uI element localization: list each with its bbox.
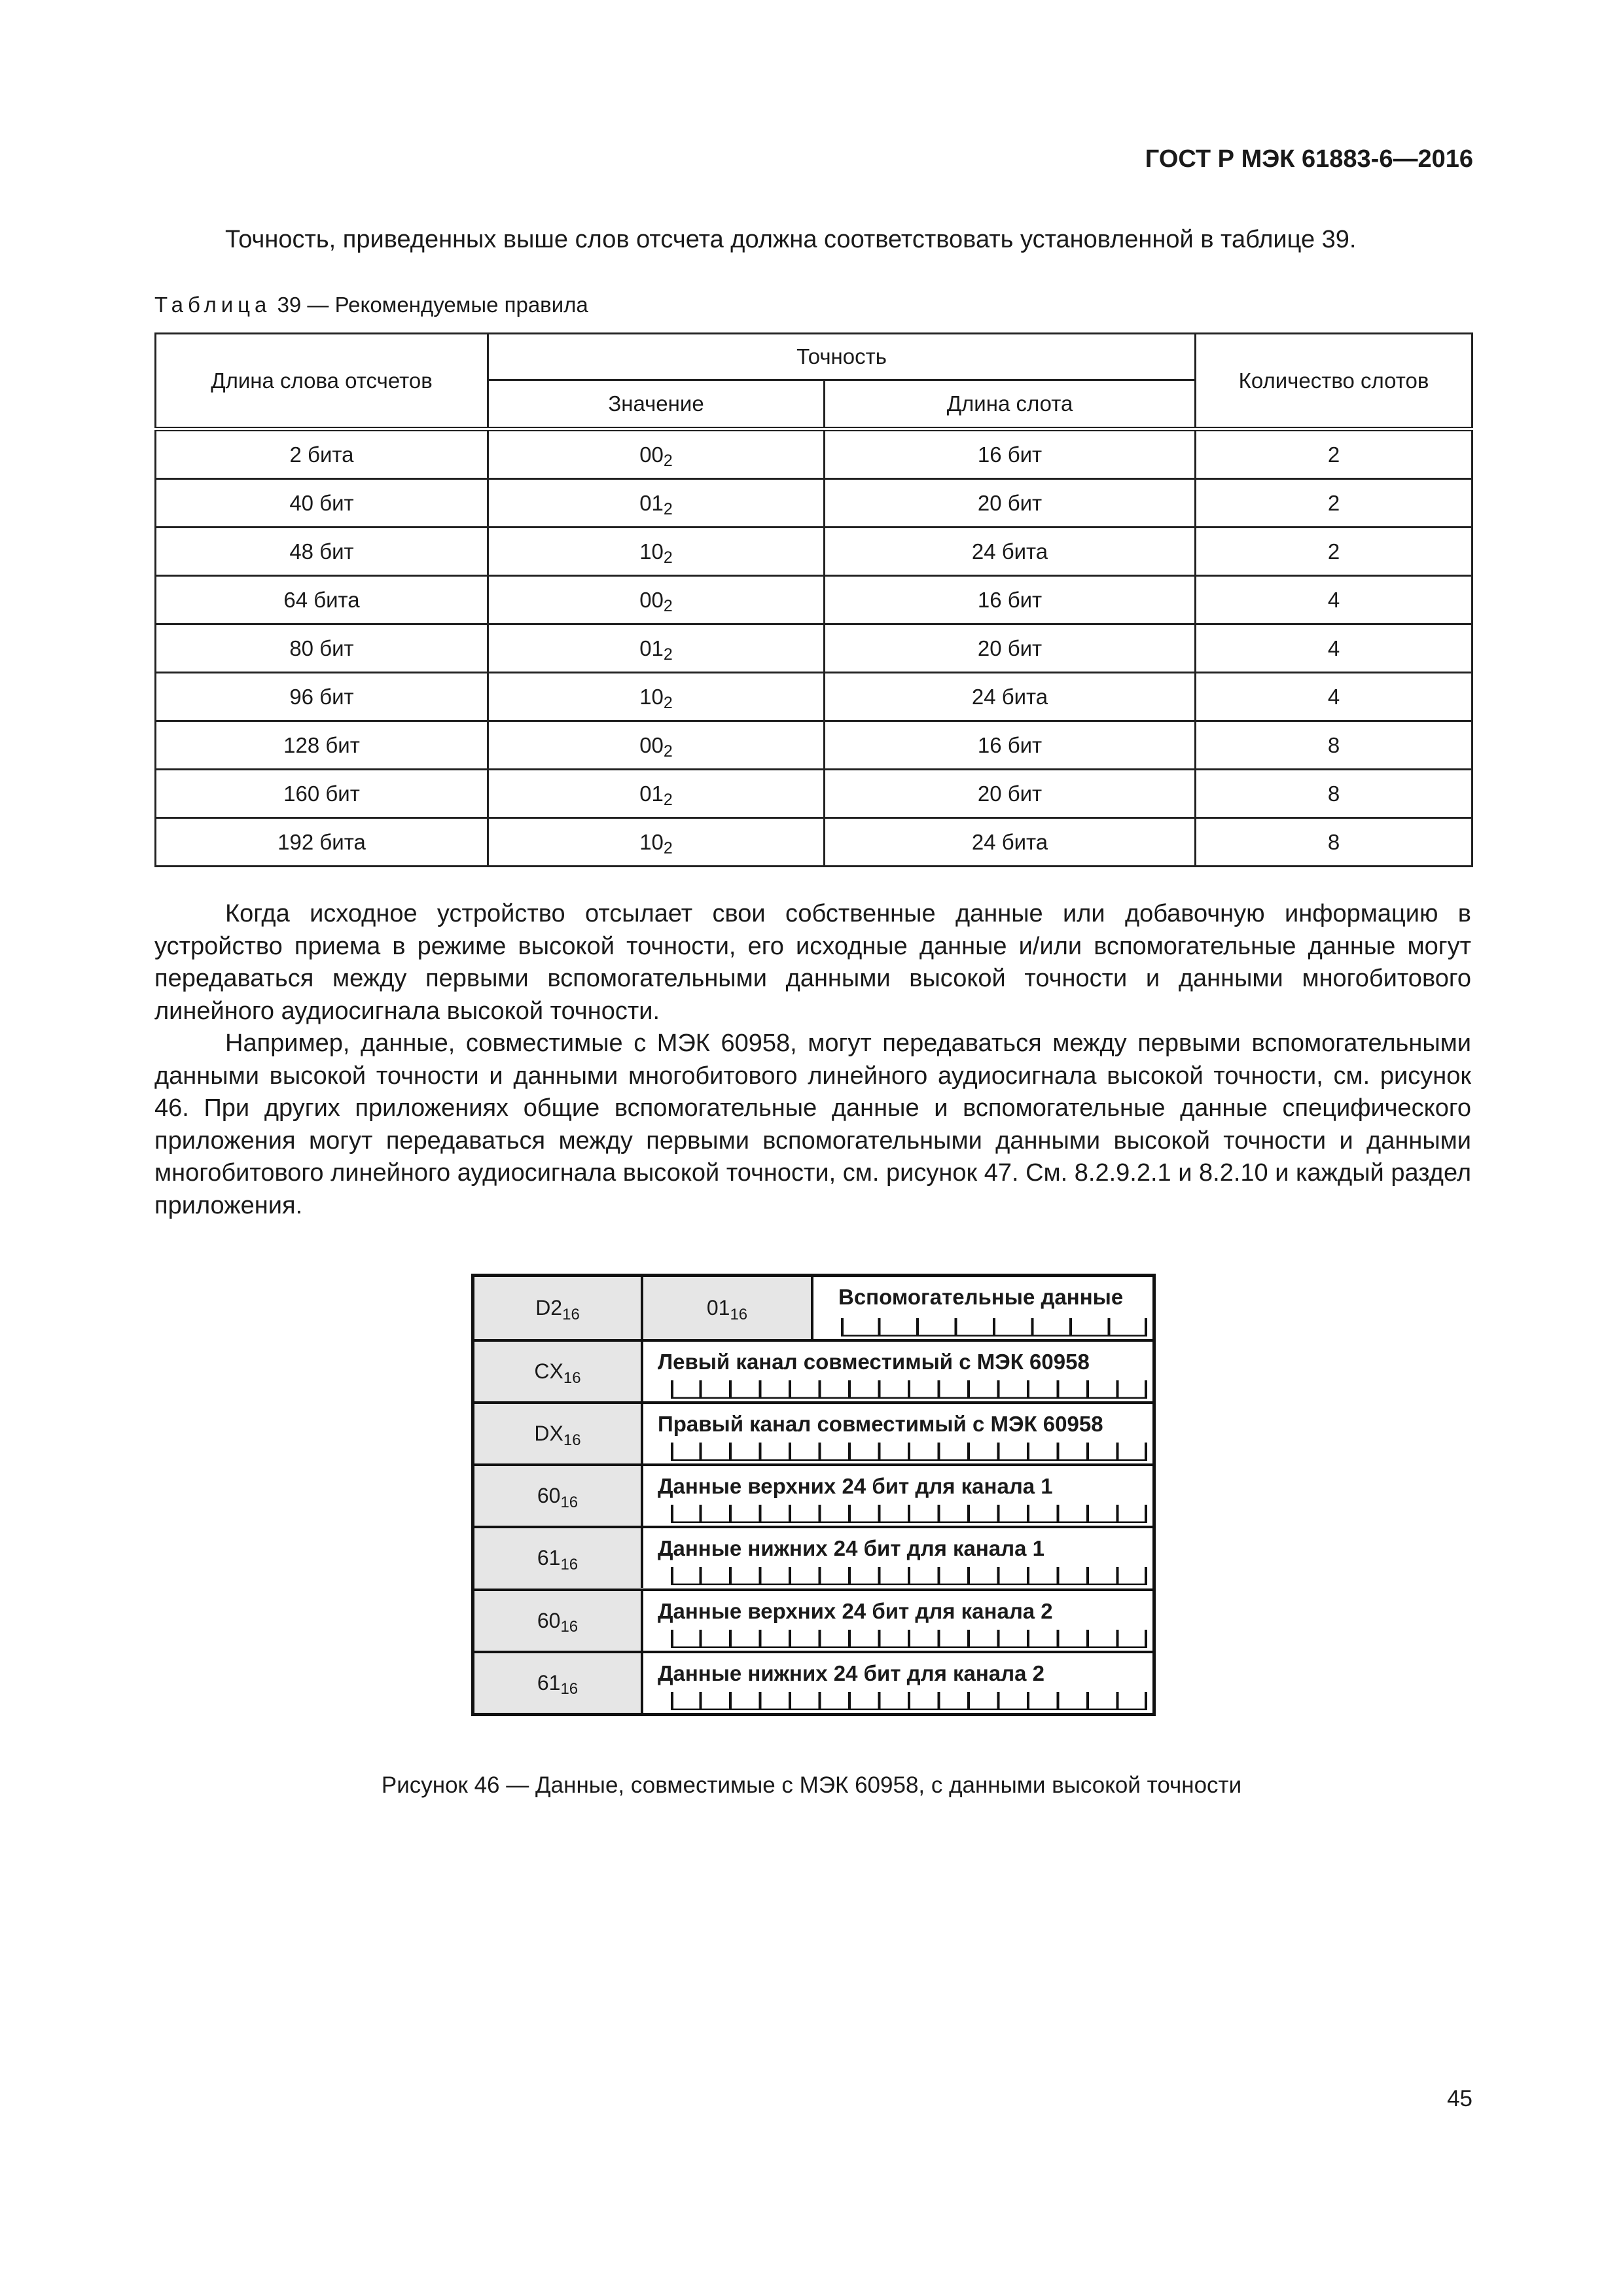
cell-value-base: 2 (663, 693, 673, 712)
intro-text: Точность, приведенных выше слов отсчета должна соответствовать установленной в таблице 39. (225, 226, 1357, 253)
cell-slot-count: 4 (1196, 673, 1472, 721)
figure-row-id (474, 1277, 643, 1339)
col-header-precision: Точность (488, 334, 1196, 380)
bit-ticks (671, 1379, 1147, 1399)
cell-value-base: 2 (663, 838, 673, 857)
cell-value-digits: 01 (639, 490, 664, 515)
cell-slot-count: 8 (1196, 770, 1472, 818)
figure-row-id (474, 1591, 643, 1651)
row-id-base: 16 (560, 1618, 579, 1636)
table-body (156, 429, 1472, 867)
figure-row-id (474, 1528, 643, 1588)
cell-slot-count: 4 (1196, 576, 1472, 624)
col-header-slots: Количество слотов (1196, 334, 1472, 429)
table-caption-word: Таблица (154, 293, 272, 317)
cell-value-base: 2 (663, 645, 673, 664)
row-id-base: 16 (563, 1369, 581, 1387)
cell-value-digits: 10 (639, 829, 664, 854)
figure-row-label: Вспомогательные данные (838, 1285, 1124, 1309)
cell-slot-count: 2 (1196, 479, 1472, 528)
row-id-base: 16 (563, 1431, 581, 1449)
cell-length: 128 бит (156, 721, 488, 770)
row-id-text: 61 (537, 1546, 561, 1570)
figure-row-id (474, 1466, 643, 1526)
cell-slot-length: 16 бит (825, 721, 1196, 770)
row-id-base: 16 (562, 1305, 580, 1323)
bit-ticks (671, 1566, 1147, 1585)
page-number: 45 (1447, 2086, 1472, 2111)
row-value-text: 01 (706, 1296, 730, 1319)
cell-value-base: 2 (663, 790, 673, 809)
row-id-text: CX (534, 1359, 563, 1384)
table-row (156, 576, 1472, 624)
bit-ticks (671, 1503, 1147, 1523)
cell-value-digits: 10 (639, 684, 664, 709)
figure-row (474, 1526, 1152, 1588)
figure-row (474, 1401, 1152, 1463)
cell-length: 40 бит (156, 479, 488, 528)
cell-value-base: 2 (663, 499, 673, 518)
cell-slot-count: 2 (1196, 429, 1472, 479)
col-header-slot-length: Длина слота (825, 380, 1196, 429)
figure-row (474, 1651, 1152, 1713)
cell-value-digits: 00 (639, 442, 664, 467)
cell-value-base: 2 (663, 596, 673, 615)
table-row (156, 818, 1472, 867)
document-header: ГОСТ Р МЭК 61883-6—2016 (1145, 145, 1473, 173)
row-id-base: 16 (560, 1493, 579, 1511)
cell-slot-length: 20 бит (825, 624, 1196, 673)
cell-length: 192 бита (156, 818, 488, 867)
row-id-base: 16 (560, 1680, 579, 1698)
cell-slot-length: 20 бит (825, 479, 1196, 528)
bit-ticks (841, 1317, 1147, 1336)
paragraph: Когда исходное устройство отсылает свои собственные данные или добавочную информацию в устройство приема в режиме высокой точности, его исходные данные и/или вспомогательные данные могут передаваться между первыми вспомогательными данными высокой точности и данными многобитового линейного аудиосигнала высокой точности. (154, 900, 1471, 1025)
cell-value (488, 721, 825, 770)
cell-value (488, 673, 825, 721)
table-row (156, 429, 1472, 479)
cell-value (488, 818, 825, 867)
row-id-text: 60 (537, 1484, 561, 1508)
cell-value (488, 528, 825, 576)
row-id-text: DX (534, 1422, 563, 1446)
cell-value-digits: 10 (639, 539, 664, 564)
cell-value (488, 479, 825, 528)
cell-length: 48 бит (156, 528, 488, 576)
cell-value-base: 2 (663, 548, 673, 567)
figure-row (474, 1463, 1152, 1526)
paragraph: Например, данные, совместимые с МЭК 60958, могут передаваться между первыми вспомогательными данными высокой точности и данными многобитового линейного аудиосигнала высокой точности, см. рисунок 46. При других приложениях общие вспомогательные данные и вспомогательные данные специфического приложения могут передаваться между первыми вспомогательными данными высокой точности и данными многобитового линейного аудиосигнала высокой точности, см. рисунок 47. См. 8.2.9.2.1 и 8.2.10 и каждый раздел приложения. (154, 1030, 1471, 1219)
cell-value-base: 2 (663, 742, 673, 761)
table-row (156, 770, 1472, 818)
cell-value-digits: 00 (639, 587, 664, 612)
figure-row-id (474, 1404, 643, 1463)
cell-value (488, 624, 825, 673)
figure-row-value (643, 1277, 813, 1339)
cell-value (488, 429, 825, 479)
cell-slot-count: 4 (1196, 624, 1472, 673)
table-row (156, 624, 1472, 673)
figure-caption: Рисунок 46 — Данные, совместимые с МЭК 60958, с данными высокой точности (381, 1772, 1242, 1798)
col-header-value: Значение (488, 380, 825, 429)
cell-slot-length: 16 бит (825, 576, 1196, 624)
cell-slot-length: 20 бит (825, 770, 1196, 818)
cell-length: 160 бит (156, 770, 488, 818)
row-id-text: D2 (535, 1296, 563, 1319)
table-row (156, 479, 1472, 528)
bit-ticks (671, 1441, 1147, 1461)
table-row (156, 528, 1472, 576)
figure-row-label: Левый канал совместимый с МЭК 60958 (658, 1350, 1090, 1374)
cell-length: 80 бит (156, 624, 488, 673)
precision-table (154, 332, 1473, 867)
cell-slot-count: 8 (1196, 818, 1472, 867)
cell-slot-count: 8 (1196, 721, 1472, 770)
figure-row-id (474, 1342, 643, 1401)
cell-value-digits: 01 (639, 781, 664, 806)
table-row (156, 721, 1472, 770)
cell-slot-length: 24 бита (825, 528, 1196, 576)
table-caption (154, 293, 588, 317)
cell-value (488, 576, 825, 624)
cell-slot-length: 24 бита (825, 818, 1196, 867)
row-id-text: 60 (537, 1608, 561, 1632)
col-header-length: Длина слова отсчетов (156, 334, 488, 429)
figure-row-label: Данные нижних 24 бит для канала 1 (658, 1536, 1044, 1561)
figure-row-label: Данные верхних 24 бит для канала 2 (658, 1598, 1053, 1623)
cell-length: 96 бит (156, 673, 488, 721)
bit-ticks (671, 1691, 1147, 1710)
cell-length: 2 бита (156, 429, 488, 479)
bit-ticks (671, 1628, 1147, 1648)
cell-value (488, 770, 825, 818)
body-text (154, 898, 1471, 1222)
table-caption-title: 39 — Рекомендуемые правила (277, 293, 588, 317)
figure-row-label: Данные верхних 24 бит для канала 1 (658, 1474, 1053, 1499)
table-row (156, 673, 1472, 721)
row-id-base: 16 (560, 1555, 579, 1573)
cell-value-digits: 01 (639, 636, 664, 660)
figure-row (474, 1339, 1152, 1401)
figure-row-label: Данные нижних 24 бит для канала 2 (658, 1660, 1044, 1685)
cell-slot-count: 2 (1196, 528, 1472, 576)
figure-row-id (474, 1653, 643, 1713)
cell-length: 64 бита (156, 576, 488, 624)
cell-slot-length: 16 бит (825, 429, 1196, 479)
row-value-base: 16 (730, 1305, 748, 1323)
cell-slot-length: 24 бита (825, 673, 1196, 721)
cell-value-base: 2 (663, 451, 673, 470)
figure-row (474, 1277, 1152, 1339)
figure-row (474, 1588, 1152, 1651)
figure-46-diagram (471, 1274, 1156, 1716)
row-id-text: 61 (537, 1670, 561, 1695)
figure-row-label: Правый канал совместимый с МЭК 60958 (658, 1412, 1103, 1437)
cell-value-digits: 00 (639, 732, 664, 757)
